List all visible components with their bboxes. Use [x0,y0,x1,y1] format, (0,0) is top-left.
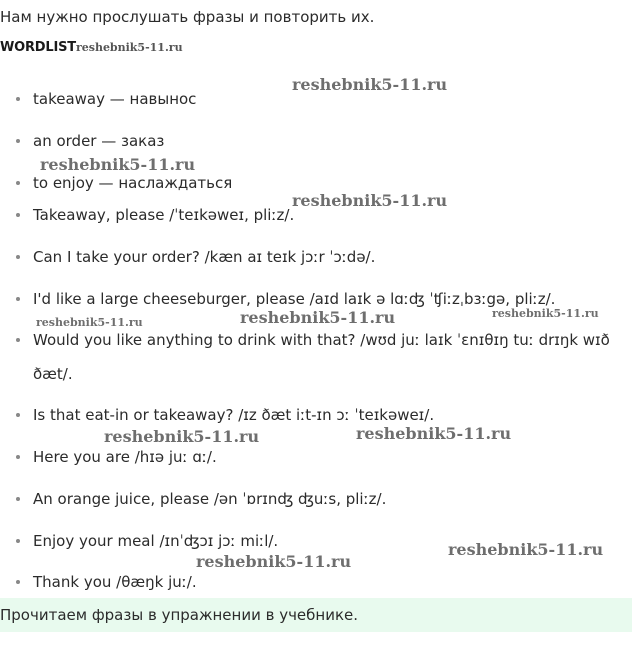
list-item [16,124,616,158]
watermark-inline: reshebnik5-11.ru [75,41,183,54]
bullet-icon [16,139,20,143]
bullet-icon [16,580,20,584]
phrase-text: Enjoy your meal /ɪnˈʤɔɪ jɔː miːl/. [33,532,279,550]
list-item [16,524,616,558]
phrase-text: An orange juice, please /ən ˈɒrɪnʤ ʤuːs, pliːz/. [33,490,387,508]
bullet-icon [16,455,20,459]
list-item [16,240,616,274]
intro-text: Нам нужно прослушать фразы и повторить их. [0,8,375,26]
list-item [16,82,616,116]
watermark: reshebnik5-11.ru [36,316,143,329]
watermark: reshebnik5-11.ru [292,75,448,94]
phrase-text: Would you like anything to drink with that? /wʊd juː laɪk ˈɛnɪθɪŋ tuː drɪŋk wɪð ðæt/. [33,331,610,383]
phrase-text: I'd like a large cheeseburger, please /aɪd laɪk ə lɑːʤ ˈʧiːzˌbɜːgə, pliːz/. [33,290,556,308]
watermark: reshebnik5-11.ru [492,307,599,320]
list-item [16,482,616,516]
footer-note: Прочитаем фразы в упражнении в учебнике. [0,598,632,632]
watermark: reshebnik5-11.ru [196,552,352,571]
bullet-icon [16,338,20,342]
list-item [16,323,616,391]
list-item [16,565,616,599]
watermark: reshebnik5-11.ru [104,427,260,446]
phrase-text: Takeaway, please /ˈteɪkəweɪ, pliːz/. [33,206,295,224]
bullet-icon [16,413,20,417]
watermark: reshebnik5-11.ru [240,308,396,327]
bullet-icon [16,213,20,217]
list-item [16,440,616,474]
wordlist-title: WORDLIST [0,40,76,55]
list-item [16,398,616,432]
list-item [16,282,616,316]
bullet-icon [16,297,20,301]
phrase-text: Is that eat-in or takeaway? /ɪz ðæt iːt-ɪn ɔː ˈteɪkəweɪ/. [33,406,435,424]
phrase-text: Thank you /θæŋk juː/. [33,573,197,591]
bullet-icon [16,539,20,543]
list-item [16,198,616,232]
bullet-icon [16,255,20,259]
phrase-text: Can I take your order? /kæn aɪ teɪk jɔːr ˈɔːdə/. [33,248,376,266]
bullet-icon [16,97,20,101]
phrase-text: takeaway — навынос [33,90,197,108]
wordlist-heading [0,39,183,57]
bullet-icon [16,181,20,185]
watermark: reshebnik5-11.ru [292,191,448,210]
bullet-icon [16,497,20,501]
phrase-text: an order — заказ [33,132,165,150]
watermark: reshebnik5-11.ru [356,424,512,443]
phrase-text: to enjoy — наслаждаться [33,174,233,192]
list-item [16,166,616,200]
watermark: reshebnik5-11.ru [40,155,196,174]
watermark: reshebnik5-11.ru [448,540,604,559]
phrase-text: Here you are /hɪə juː ɑː/. [33,448,217,466]
